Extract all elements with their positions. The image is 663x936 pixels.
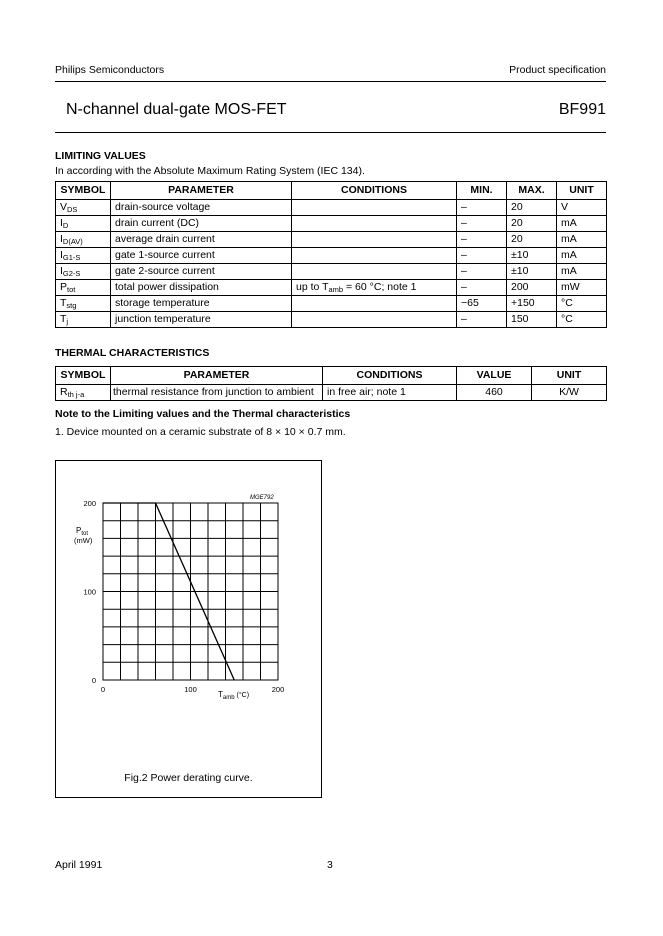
symbol-subscript: th j-a bbox=[67, 390, 85, 399]
symbol-text: I bbox=[60, 265, 63, 277]
cell-symbol bbox=[56, 385, 111, 401]
cell-min: – bbox=[457, 232, 507, 248]
cell-min: – bbox=[457, 248, 507, 264]
symbol-text: I bbox=[60, 233, 63, 245]
symbol-text: T bbox=[60, 297, 67, 309]
x-tick-label: 0 bbox=[100, 685, 106, 694]
cell-unit: mA bbox=[557, 248, 607, 264]
col-symbol: SYMBOL bbox=[56, 182, 111, 200]
cell-conditions bbox=[292, 216, 457, 232]
page-title: N-channel dual-gate MOS-FET bbox=[66, 101, 287, 118]
x-axis-symbol: T bbox=[218, 690, 223, 699]
cell-min: – bbox=[457, 200, 507, 216]
symbol-subscript: tot bbox=[67, 285, 76, 294]
col-unit: UNIT bbox=[532, 367, 607, 385]
y-axis-symbol: P bbox=[76, 526, 82, 535]
col-conditions: CONDITIONS bbox=[292, 182, 457, 200]
table-row bbox=[56, 232, 607, 248]
x-axis-unit: (°C) bbox=[234, 692, 250, 699]
cell-parameter: storage temperature bbox=[111, 296, 292, 312]
symbol-text: I bbox=[60, 217, 63, 229]
header-company: Philips Semiconductors bbox=[55, 64, 165, 76]
footer-date: April 1991 bbox=[55, 859, 103, 871]
col-parameter: PARAMETER bbox=[111, 367, 323, 385]
condition-subscript: amb bbox=[328, 285, 344, 294]
figure-code: MGE792 bbox=[250, 495, 274, 501]
thermal-header-row bbox=[56, 367, 607, 385]
cell-max: 20 bbox=[507, 232, 557, 248]
x-tick-label: 100 bbox=[184, 685, 197, 694]
table-row bbox=[56, 264, 607, 280]
cell-symbol bbox=[56, 216, 111, 232]
symbol-subscript: stg bbox=[66, 301, 77, 310]
cell-unit: mA bbox=[557, 264, 607, 280]
cell-conditions bbox=[292, 200, 457, 216]
cell-conditions bbox=[292, 312, 457, 328]
cell-min: – bbox=[457, 216, 507, 232]
table-row bbox=[56, 385, 607, 401]
figure-box bbox=[55, 460, 322, 798]
cell-unit: mW bbox=[557, 280, 607, 296]
cell-unit: V bbox=[557, 200, 607, 216]
thermal-table bbox=[55, 366, 607, 401]
table-row bbox=[56, 296, 607, 312]
symbol-subscript: D bbox=[62, 221, 69, 230]
cell-parameter: thermal resistance from junction to ambient bbox=[111, 385, 323, 401]
cell-symbol bbox=[56, 248, 111, 264]
symbol-subscript: j bbox=[66, 317, 69, 326]
y-axis-unit: (mW) bbox=[74, 536, 93, 545]
limiting-table bbox=[55, 181, 607, 328]
power-derating-chart bbox=[56, 461, 321, 797]
cell-max: 150 bbox=[507, 312, 557, 328]
col-min: MIN. bbox=[457, 182, 507, 200]
cell-parameter: total power dissipation bbox=[111, 280, 292, 296]
cell-unit: °C bbox=[557, 312, 607, 328]
cell-unit: K/W bbox=[532, 385, 607, 401]
cell-parameter: average drain current bbox=[111, 232, 292, 248]
table-row bbox=[56, 216, 607, 232]
cell-min: – bbox=[457, 264, 507, 280]
cell-unit: °C bbox=[557, 296, 607, 312]
symbol-text: I bbox=[60, 249, 63, 261]
cell-parameter: junction temperature bbox=[111, 312, 292, 328]
cell-symbol bbox=[56, 200, 111, 216]
part-number: BF991 bbox=[558, 101, 606, 118]
cell-conditions bbox=[292, 296, 457, 312]
table-row bbox=[56, 248, 607, 264]
cell-max: 20 bbox=[507, 216, 557, 232]
col-unit: UNIT bbox=[557, 182, 607, 200]
condition-text-rest: = 60 °C; note 1 bbox=[343, 281, 417, 293]
footer-page: 3 bbox=[327, 859, 333, 871]
col-symbol: SYMBOL bbox=[56, 367, 111, 385]
cell-parameter: drain current (DC) bbox=[111, 216, 292, 232]
note-item: 1. Device mounted on a ceramic substrate of 8 × 10 × 0.7 mm. bbox=[55, 426, 346, 438]
x-axis-label bbox=[218, 690, 249, 701]
y-tick-label: 200 bbox=[83, 499, 96, 508]
table-row bbox=[56, 312, 607, 328]
cell-max: ±10 bbox=[507, 264, 557, 280]
cell-conditions bbox=[292, 264, 457, 280]
thermal-heading: THERMAL CHARACTERISTICS bbox=[55, 347, 210, 359]
cell-max: ±10 bbox=[507, 248, 557, 264]
title-rule bbox=[55, 132, 606, 133]
cell-unit: mA bbox=[557, 216, 607, 232]
cell-unit: mA bbox=[557, 232, 607, 248]
symbol-subscript: DS bbox=[67, 205, 78, 214]
symbol-text: T bbox=[60, 313, 67, 325]
symbol-subscript: G1-S bbox=[62, 253, 81, 262]
symbol-text: P bbox=[60, 281, 68, 293]
cell-max: +150 bbox=[507, 296, 557, 312]
cell-max: 200 bbox=[507, 280, 557, 296]
header-rule bbox=[55, 81, 606, 82]
table-row bbox=[56, 200, 607, 216]
cell-symbol bbox=[56, 312, 111, 328]
col-value: VALUE bbox=[457, 367, 532, 385]
figure-caption: Fig.2 Power derating curve. bbox=[124, 772, 253, 784]
limiting-intro: In according with the Absolute Maximum Rating System (IEC 134). bbox=[55, 165, 365, 177]
col-parameter: PARAMETER bbox=[111, 182, 292, 200]
col-conditions: CONDITIONS bbox=[323, 367, 457, 385]
y-tick-label: 100 bbox=[83, 587, 96, 597]
cell-symbol bbox=[56, 232, 111, 248]
y-axis-subscript: tot bbox=[81, 531, 89, 537]
limiting-heading: LIMITING VALUES bbox=[55, 150, 146, 162]
symbol-text: V bbox=[60, 201, 68, 213]
cell-symbol bbox=[56, 296, 111, 312]
cell-symbol bbox=[56, 280, 111, 296]
cell-max: 20 bbox=[507, 200, 557, 216]
cell-symbol bbox=[56, 264, 111, 280]
cell-min: – bbox=[457, 280, 507, 296]
cell-conditions bbox=[292, 248, 457, 264]
cell-min: −65 bbox=[457, 296, 507, 312]
cell-parameter: gate 1-source current bbox=[111, 248, 292, 264]
col-max: MAX. bbox=[507, 182, 557, 200]
x-axis-subscript: amb bbox=[222, 695, 235, 701]
note-heading: Note to the Limiting values and the Thermal characteristics bbox=[55, 408, 351, 420]
table-row bbox=[56, 280, 607, 296]
symbol-subscript: D(AV) bbox=[62, 237, 83, 246]
symbol-text: R bbox=[60, 386, 68, 398]
x-tick-label: 200 bbox=[271, 685, 285, 694]
symbol-subscript: G2-S bbox=[62, 269, 81, 278]
condition-text: up to T bbox=[296, 281, 329, 293]
cell-parameter: drain-source voltage bbox=[111, 200, 292, 216]
limiting-header-row bbox=[56, 182, 607, 200]
header-doc-type: Product specification bbox=[509, 64, 606, 76]
cell-conditions bbox=[292, 280, 457, 296]
cell-value: 460 bbox=[457, 385, 532, 401]
cell-conditions bbox=[292, 232, 457, 248]
cell-conditions: in free air; note 1 bbox=[323, 385, 457, 401]
y-tick-label: 0 bbox=[91, 676, 96, 685]
cell-parameter: gate 2-source current bbox=[111, 264, 292, 280]
cell-min: – bbox=[457, 312, 507, 328]
